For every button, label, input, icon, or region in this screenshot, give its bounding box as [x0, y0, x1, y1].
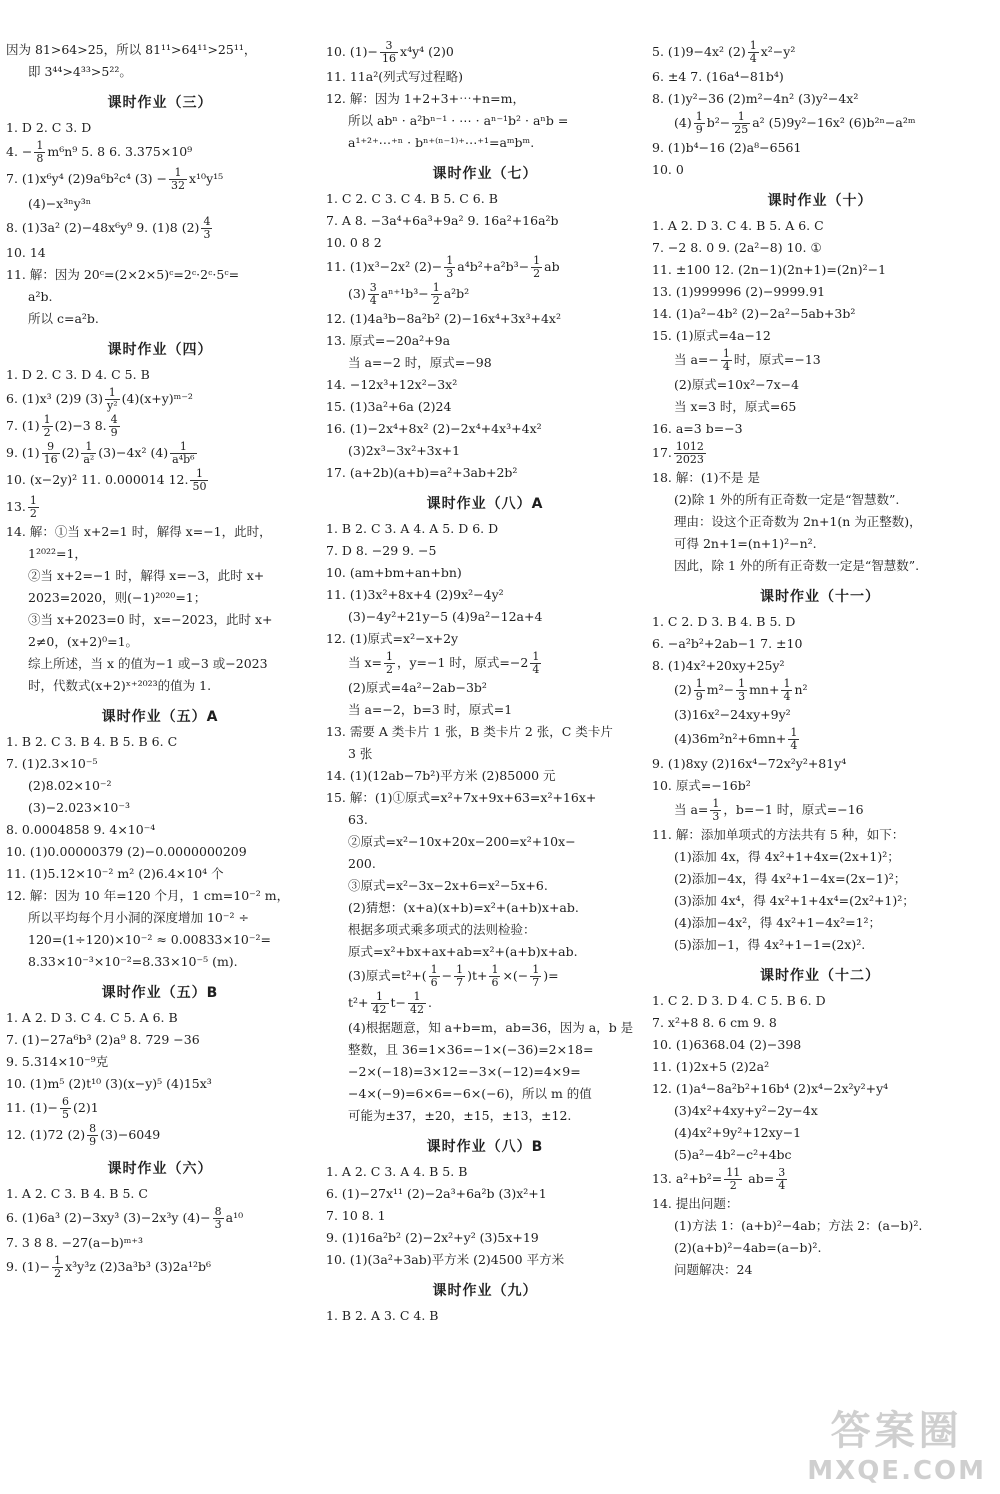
answer-line: 10. (x−2y)² 11. 0.000014 12. $\frac{1}{50}$	[6, 467, 207, 493]
answer-line: 1. D 2. C 3. D 4. C 5. B	[6, 367, 150, 382]
fraction: $\frac{1}{2}$	[432, 281, 440, 307]
answer-line: 1. C 2. D 3. B 4. B 5. D	[652, 614, 796, 629]
answer-line: 14. 提出问题：	[652, 1196, 739, 1211]
answer-line: (1)方法 1：(a+b)²−4ab；方法 2：(a−b)².	[674, 1218, 923, 1233]
answer-line: (2)原式=10x²−7x−4	[674, 377, 800, 392]
watermark-url: MXQE.COM	[807, 1456, 986, 1486]
column-left	[6, 38, 314, 1282]
watermark-text: 答案圈	[830, 1408, 963, 1454]
answer-line: 11. ±100 12. (2n−1)(2n+1)=(2n)²−1	[652, 262, 887, 277]
answer-line: (5)a²−4b²−c²+4bc	[674, 1147, 792, 1162]
answer-line: 1. A 2. D 3. C 4. C 5. A 6. B	[6, 1010, 178, 1025]
answer-line: (3)−4y²+21y−5 (4)9a²−12a+4	[348, 609, 543, 624]
answer-line: a¹⁺²⁺⋯⁺ⁿ · bⁿ⁺⁽ⁿ⁻¹⁾⁺⋯⁺¹=aᵐbᵐ.	[348, 135, 535, 150]
answer-line: (3)−2.023×10⁻³	[28, 800, 130, 815]
answer-line: 3 张	[348, 746, 373, 761]
section-heading: 课时作业（五）B	[101, 985, 219, 1001]
answer-line: ②当 x+2=−1 时，解得 x=−3，此时 x+	[28, 568, 265, 583]
answer-line: 1. A 2. C 3. B 4. B 5. C	[6, 1186, 148, 1201]
answer-line: a²b.	[28, 289, 53, 304]
watermark-logo	[807, 1399, 986, 1486]
answer-line: −2×(−18)=3×12=−3×(−12)=4×9=	[348, 1064, 581, 1079]
fraction: $\frac{1}{42}$	[410, 990, 425, 1016]
answer-line: 根据多项式乘多项式的法则检验：	[348, 922, 536, 937]
answer-line: 11. (1)3x²+8x+4 (2)9x²−4y²	[326, 587, 504, 602]
answer-line: 可能为±37，±20，±15，±13，±12.	[348, 1108, 572, 1123]
section-heading: 课时作业（五）A	[101, 709, 219, 725]
answer-line: 8. 0.0004858 9. 4×10⁻⁴	[6, 822, 156, 837]
answer-line: (3)16x²−24xy+9y²	[674, 707, 791, 722]
answer-line: (3) $\frac{3}{4}$ aⁿ⁺¹b³− $\frac{1}{2}$ a²b²	[348, 281, 470, 307]
answer-line: 整数，且 36=1×36=−1×(−36)=2×18=	[348, 1042, 594, 1057]
fraction: $\frac{8}{3}$	[214, 1205, 222, 1231]
answer-line: 4. − $\frac{1}{8}$ m⁶n⁹ 5. 8 6. 3.375×10⁹	[6, 139, 193, 165]
answer-line: 因此，除 1 外的所有正奇数一定是“智慧数”.	[674, 558, 920, 573]
answer-line: (1)添加 4x，得 4x²+1+4x=(2x+1)²；	[674, 849, 900, 864]
answer-line: 14. (1)a²−4b² (2)−2a²−5ab+3b²	[652, 306, 856, 321]
answer-line: t²+ $\frac{1}{42}$ t− $\frac{1}{42}$ .	[348, 990, 432, 1016]
answer-line: 5. (1)9−4x² (2) $\frac{1}{4}$ x²−y²	[652, 39, 796, 65]
answer-line: 原式=x²+bx+ax+ab=x²+(a+b)x+ab.	[348, 944, 578, 959]
answer-line: 13. 需要 A 类卡片 1 张，B 类卡片 2 张，C 类卡片	[326, 724, 613, 739]
answer-line: 17. $\frac{1012}{2023}$	[652, 440, 704, 466]
fraction: $\frac{1012}{2023}$	[675, 440, 704, 466]
answer-line: 10. (1)m⁵ (2)t¹⁰ (3)(x−y)⁵ (4)15x³	[6, 1076, 212, 1091]
answer-line: 当 a=−2 时，原式=−98	[348, 355, 492, 370]
answer-line: 63.	[348, 812, 368, 827]
answer-line: 当 x=3 时，原式=65	[674, 399, 797, 414]
fraction: $\frac{1}{50}$	[192, 467, 207, 493]
answer-line: 8.33×10⁻³×10⁻²=8.33×10⁻⁵ (m).	[28, 954, 238, 969]
answer-line: 1. A 2. C 3. A 4. B 5. B	[326, 1164, 468, 1179]
fraction: $\frac{1}{25}$	[734, 110, 749, 136]
answer-line: 当 a=−2，b=3 时，原式=1	[348, 702, 513, 717]
answer-line: 1. B 2. C 3. A 4. A 5. D 6. D	[326, 521, 499, 536]
section-heading: 课时作业（四）	[107, 342, 213, 358]
fraction: $\frac{4}{3}$	[203, 215, 211, 241]
fraction: $\frac{1}{\text{y²}}$	[106, 386, 118, 412]
answer-line: 10. (1)0.00000379 (2)−0.0000000209	[6, 844, 247, 859]
answer-line: (4)36m²n²+6mn+ $\frac{1}{4}$	[674, 726, 798, 752]
fraction: $\frac{11}{2}$	[726, 1166, 741, 1192]
answer-line: 所以 c=a²b.	[28, 311, 99, 326]
answer-line: 9. (1) $\frac{9}{16}$ (2) $\frac{1}{\text{a²}}$ (3)−4x² (4) $\frac{1}{\text{a⁴b⁶}}$	[6, 440, 195, 466]
answer-line: (4)根据题意，知 a+b=m，ab=36，因为 a，b 是	[348, 1020, 634, 1035]
answer-line: −4×(−9)=6×6=−6×(−6)，所以 m 的值	[348, 1086, 592, 1101]
answer-line: 12. (1)a⁴−8a²b²+16b⁴ (2)x⁴−2x²y²+y⁴	[652, 1081, 889, 1096]
answer-line: 1. C 2. C 3. C 4. B 5. C 6. B	[326, 191, 498, 206]
fraction: $\frac{1}{3}$	[738, 677, 746, 703]
answer-line: 14. 解：①当 x+2=1 时，解得 x=−1，此时，	[6, 524, 272, 539]
section-heading: 课时作业（八）B	[426, 1139, 544, 1155]
answer-line: 1. D 2. C 3. D	[6, 120, 92, 135]
fraction: $\frac{9}{16}$	[43, 440, 58, 466]
fraction: $\frac{1}{32}$	[171, 166, 185, 192]
answer-line: (2)猜想：(x+a)(x+b)=x²+(a+b)x+ab.	[348, 900, 579, 915]
answer-line: ③当 x+2023=0 时，x=−2023，此时 x+	[28, 612, 273, 627]
answer-line: (4)4x²+9y²+12xy−1	[674, 1125, 802, 1140]
fraction: $\frac{8}{9}$	[89, 1122, 97, 1148]
answer-line: 7. (1)−27a⁶b³ (2)a⁹ 8. 729 −36	[6, 1032, 200, 1047]
fraction: $\frac{1}{\text{a²}}$	[83, 440, 95, 466]
answer-line: 6. ±4 7. (16a⁴−81b⁴)	[652, 69, 784, 84]
answer-line: 6. (1)6a³ (2)−3xy³ (3)−2x³y (4)− $\frac{8}{3}$ a¹⁰	[6, 1205, 244, 1231]
answer-line: 11. 解：添加单项式的方法共有 5 种，如下：	[652, 827, 905, 842]
fraction: $\frac{1}{2}$	[54, 1254, 62, 1280]
answer-line: 因为 81>64>25，所以 81¹¹>64¹¹>25¹¹，	[6, 42, 257, 57]
answer-line: (2)除 1 外的所有正奇数一定是“智慧数”.	[674, 492, 900, 507]
fraction: $\frac{1}{3}$	[712, 797, 720, 823]
answer-line: (2)原式=4a²−2ab−3b²	[348, 680, 487, 695]
answer-line: 120=(1÷120)×10⁻² ≈ 0.00833×10⁻²=	[28, 932, 271, 947]
answer-line: 11. 解：因为 20ᶜ=(2×2×5)ᶜ=2ᶜ·2ᶜ·5ᶜ=	[6, 267, 240, 282]
answer-line: 7. A 8. −3a⁴+6a³+9a² 9. 16a²+16a²b	[326, 213, 559, 228]
answer-line: 8. (1)3a² (2)−48x⁶y⁹ 9. (1)8 (2) $\frac{4}{3}$	[6, 215, 211, 241]
fraction: $\frac{1}{7}$	[456, 963, 464, 989]
answer-line: (2)(a+b)²−4ab=(a−b)².	[674, 1240, 822, 1255]
answer-line: 16. (1)−2x⁴+8x² (2)−2x⁴+4x³+4x²	[326, 421, 542, 436]
answer-line: 12. (1)72 (2) $\frac{8}{9}$ (3)−6049	[6, 1122, 161, 1148]
section-heading: 课时作业（八）A	[426, 496, 544, 512]
fraction: $\frac{1}{42}$	[372, 990, 387, 1016]
answer-line: 6. −a²b²+2ab−1 7. ±10	[652, 636, 803, 651]
fraction: $\frac{1}{2}$	[29, 494, 37, 520]
answer-line: 11. (1)− $\frac{6}{5}$ (2)1	[6, 1095, 99, 1121]
fraction: $\frac{1}{6}$	[430, 963, 438, 989]
answer-line: (2) $\frac{1}{9}$ m²− $\frac{1}{3}$ mn+ $\frac{1}{4}$ n²	[674, 677, 808, 703]
answer-line: 15. (1)3a²+6a (2)24	[326, 399, 452, 414]
section-heading: 课时作业（六）	[107, 1161, 213, 1177]
answer-line: 理由：设这个正奇数为 2n+1(n 为正整数)，	[674, 514, 922, 529]
answer-line: 综上所述，当 x 的值为−1 或−3 或−2023	[28, 656, 268, 671]
answer-line: 7. x²+8 8. 6 cm 9. 8	[652, 1015, 777, 1030]
answer-line: (2)8.02×10⁻²	[28, 778, 112, 793]
fraction: $\frac{1}{9}$	[695, 677, 703, 703]
fraction: $\frac{1}{6}$	[491, 963, 499, 989]
answer-line: 7. (1)2.3×10⁻⁵	[6, 756, 98, 771]
answer-line: (5)添加−1，得 4x²+1−1=(2x)².	[674, 937, 866, 952]
fraction: $\frac{1}{3}$	[446, 254, 454, 280]
section-heading: 课时作业（十）	[767, 193, 873, 209]
answer-line: 7. (1) $\frac{1}{2}$ (2)−3 8. $\frac{4}{9}$	[6, 413, 118, 439]
fraction: $\frac{1}{4}$	[749, 39, 757, 65]
answer-line: (2)添加−4x，得 4x²+1−4x=(2x−1)²；	[674, 871, 907, 886]
column-middle	[326, 38, 644, 1328]
answer-line: 9. 5.314×10⁻⁹克	[6, 1054, 109, 1069]
answer-line: 12. (1)4a³b−8a²b² (2)−16x⁴+3x³+4x²	[326, 311, 561, 326]
answer-line: 9. (1)16a²b² (2)−2x²+y² (3)5x+19	[326, 1230, 539, 1245]
answer-line: ③原式=x²−3x−2x+6=x²−5x+6.	[348, 878, 548, 893]
answer-line: 时，代数式(x+2)ˣ⁺²⁰²³的值为 1.	[28, 678, 212, 693]
answer-line: 11. (1)2x+5 (2)2a²	[652, 1059, 770, 1074]
answer-line: 14. (1)(12ab−7b²)平方米 (2)85000 元	[326, 768, 556, 783]
fraction: $\frac{1}{4}$	[722, 347, 730, 373]
column-right	[652, 38, 988, 1282]
answer-line: 12. 解：因为 10 年=120 个月，1 cm=10⁻² m，	[6, 888, 290, 903]
section-heading: 课时作业（十一）	[760, 589, 880, 605]
fraction: $\frac{1}{\text{a⁴b⁶}}$	[172, 440, 195, 466]
answer-line: 8. (1)y²−36 (2)m²−4n² (3)y²−4x²	[652, 91, 859, 106]
fraction: $\frac{1}{4}$	[532, 650, 540, 676]
section-heading: 课时作业（十二）	[760, 968, 880, 984]
answer-line: (4)添加−4x²，得 4x²+1−4x²=1²；	[674, 915, 882, 930]
answer-line: ②原式=x²−10x+20x−200=x²+10x−	[348, 834, 576, 849]
fraction: $\frac{4}{9}$	[110, 413, 118, 439]
answer-line: 17. (a+2b)(a+b)=a²+3ab+2b²	[326, 465, 518, 480]
answer-line: (4) $\frac{1}{9}$ b²− $\frac{1}{25}$ a² (5)9y²−16x² (6)b²ⁿ−a²ᵐ	[674, 110, 916, 136]
answer-line: 10. (1)(3a²+3ab)平方米 (2)4500 平方米	[326, 1252, 565, 1267]
answer-line: 13. $\frac{1}{2}$	[6, 494, 37, 520]
fraction: $\frac{1}{2}$	[43, 413, 51, 439]
answer-line: 所以平均每个月小洞的深度增加 10⁻² ÷	[28, 910, 249, 925]
answer-line: (3)2x³−3x²+3x+1	[348, 443, 461, 458]
fraction: $\frac{3}{4}$	[778, 1166, 786, 1192]
answer-line: 10. (1)6368.04 (2)−398	[652, 1037, 802, 1052]
answer-line: 7. 10 8. 1	[326, 1208, 386, 1223]
answer-line: 1²⁰²²=1，	[28, 546, 87, 561]
answer-line: 6. (1)x³ (2)9 (3) $\frac{1}{\text{y²}}$ (4)(x+y)ᵐ⁻²	[6, 386, 193, 412]
answer-line: 7. 3 8 8. −27(a−b)ᵐ⁺³	[6, 1235, 143, 1250]
answer-line: 13. 原式=−20a²+9a	[326, 333, 451, 348]
section-heading: 课时作业（九）	[432, 1283, 538, 1299]
answer-line: 7. D 8. −29 9. −5	[326, 543, 437, 558]
answer-line: 11. (1)5.12×10⁻² m² (2)6.4×10⁴ 个	[6, 866, 224, 881]
answer-line: 9. (1)− $\frac{1}{2}$ x³y³z (2)3a³b³ (3)2a¹²b⁶	[6, 1254, 212, 1280]
fraction: $\frac{6}{5}$	[62, 1095, 70, 1121]
answer-line: 当 a=− $\frac{1}{4}$ 时，原式=−13	[674, 347, 821, 373]
answer-line: 7. (1)x⁶y⁴ (2)9a⁶b²c⁴ (3) − $\frac{1}{32}$ x¹⁰y¹⁵	[6, 166, 224, 192]
answer-line: 18. 解：(1)不是 是	[652, 470, 761, 485]
answer-line: 10. 0 8 2	[326, 235, 382, 250]
answer-line: 12. (1)原式=x²−x+2y	[326, 631, 459, 646]
answer-line: 200.	[348, 856, 376, 871]
answer-line: 即 3⁴⁴>4³³>5²²。	[28, 64, 132, 79]
answer-line: 2≠0，(x+2)⁰=1。	[28, 634, 139, 649]
fraction: $\frac{1}{2}$	[386, 650, 393, 676]
answer-line: (3)添加 4x⁴，得 4x²+1+4x⁴=(2x²+1)²；	[674, 893, 915, 908]
answer-line: 1. B 2. A 3. C 4. B	[326, 1308, 439, 1323]
answer-line: 11. (1)x³−2x² (2)− $\frac{1}{3}$ a⁴b²+a²b³− $\frac{1}{2}$ ab	[326, 254, 560, 280]
fraction: $\frac{1}{2}$	[533, 254, 541, 280]
answer-line: 10. 原式=−16b²	[652, 778, 751, 793]
answer-line: 15. 解：(1)①原式=x²+7x+9x+63=x²+16x+	[326, 790, 597, 805]
answer-line: 1. B 2. C 3. B 4. B 5. B 6. C	[6, 734, 178, 749]
answer-line: 10. (1)− $\frac{3}{16}$ x⁴y⁴ (2)0	[326, 39, 454, 65]
answer-line: 9. (1)b⁴−16 (2)a⁸−6561	[652, 140, 802, 155]
answer-line: 当 a= $\frac{1}{3}$ ，b=−1 时，原式=−16	[674, 797, 864, 823]
fraction: $\frac{1}{9}$	[695, 110, 703, 136]
answer-line: 所以 abⁿ · a²bⁿ⁻¹ · ⋯ · aⁿ⁻¹b² · aⁿb =	[348, 113, 569, 128]
answer-line: 6. (1)−27x¹¹ (2)−2a³+6a²b (3)x²+1	[326, 1186, 547, 1201]
section-heading: 课时作业（三）	[107, 95, 213, 111]
section-heading: 课时作业（七）	[432, 166, 538, 182]
fraction: $\frac{1}{4}$	[783, 677, 791, 703]
answer-line: 2023=2020，则(−1)²⁰²⁰=1；	[28, 590, 207, 605]
fraction: $\frac{1}{7}$	[532, 963, 540, 989]
answer-line: 12. 解：因为 1+2+3+⋯+n=m，	[326, 91, 525, 106]
answer-line: (3)4x²+4xy+y²−2y−4x	[674, 1103, 818, 1118]
fraction: $\frac{1}{4}$	[790, 726, 798, 752]
answer-line: 10. 0	[652, 162, 684, 177]
fraction: $\frac{3}{4}$	[369, 281, 377, 307]
answer-line: 问题解决：24	[674, 1262, 753, 1277]
answer-line: 10. (am+bm+an+bn)	[326, 565, 462, 580]
answer-line: 1. A 2. D 3. C 4. B 5. A 6. C	[652, 218, 824, 233]
answer-line: 可得 2n+1=(n+1)²−n².	[674, 536, 817, 551]
answer-line: 14. −12x³+12x²−3x²	[326, 377, 458, 392]
answer-line: 13. (1)999996 (2)−9999.91	[652, 284, 826, 299]
answer-line: 7. −2 8. 0 9. (2a²−8) 10. ①	[652, 240, 822, 255]
answer-line: 11. 11a²(列式写过程略)	[326, 69, 463, 84]
answer-line: 1. C 2. D 3. D 4. C 5. B 6. D	[652, 993, 826, 1008]
answer-line: 9. (1)8xy (2)16x⁴−72x²y²+81y⁴	[652, 756, 847, 771]
fraction: $\frac{3}{16}$	[382, 39, 397, 65]
answer-line: 当 x= $\frac{1}{2}$ ，y=−1 时，原式=−2 $\frac{1}{4}$	[348, 650, 540, 676]
answer-line: 15. (1)原式=4a−12	[652, 328, 771, 343]
answer-line: 16. a=3 b=−3	[652, 421, 743, 436]
answer-line: (3)原式=t²+( $\frac{1}{6}$ − $\frac{1}{7}$ )t+ $\frac{1}{6}$ ×(− $\frac{1}{7}$ )=	[348, 963, 559, 989]
fraction: $\frac{1}{8}$	[36, 139, 44, 165]
answer-line: (4)−x³ⁿy³ⁿ	[28, 196, 92, 211]
answer-line: 8. (1)4x²+20xy+25y²	[652, 658, 785, 673]
answer-line: 13. a²+b²= $\frac{11}{2}$ ab= $\frac{3}{4}$	[652, 1166, 786, 1192]
answer-line: 10. 14	[6, 245, 46, 260]
